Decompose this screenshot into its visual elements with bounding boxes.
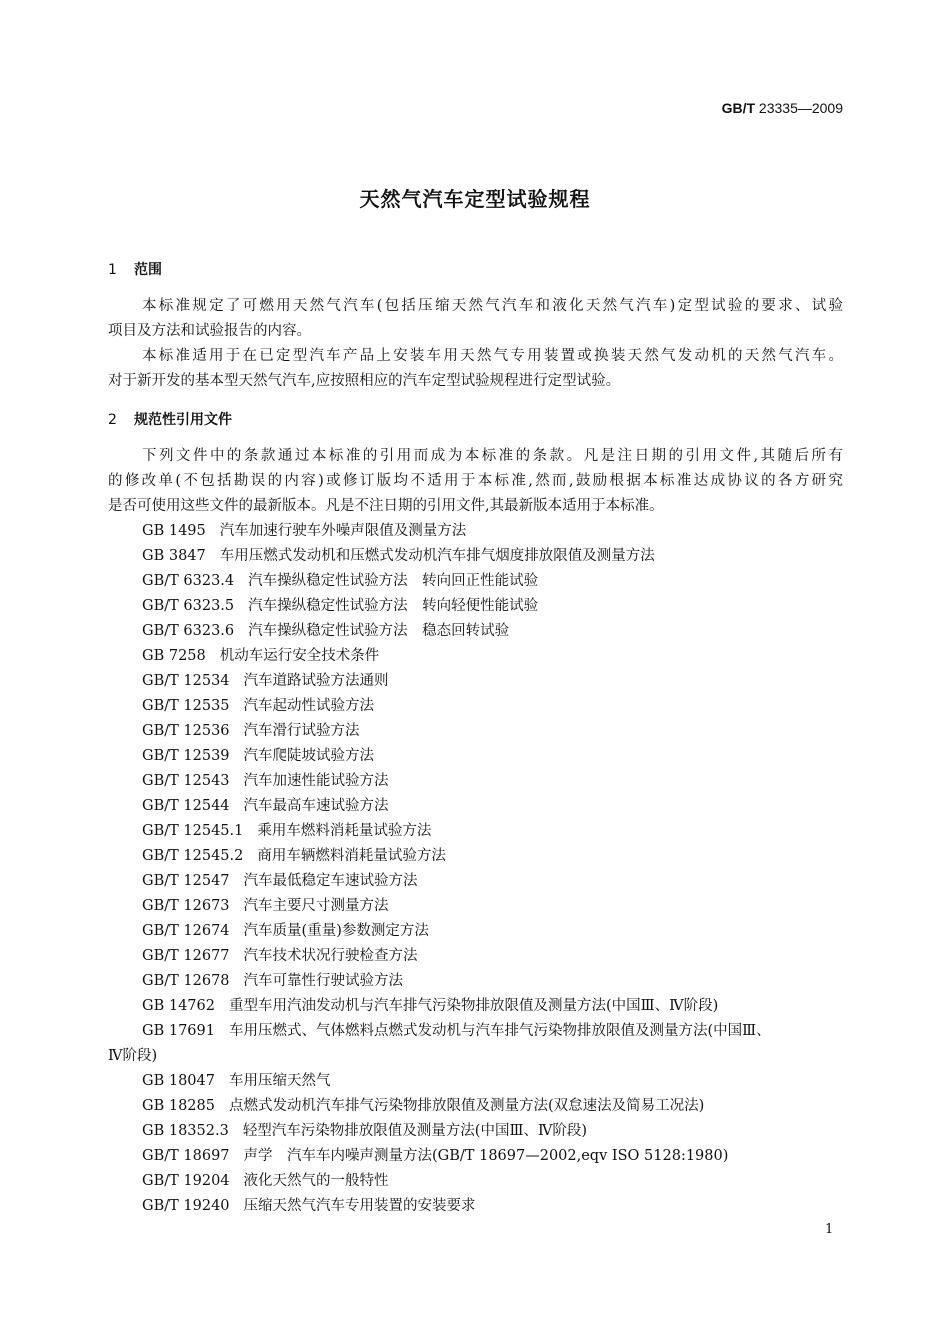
reference-code: GB/T 12545.2 — [142, 848, 244, 864]
reference-item — [108, 519, 843, 544]
reference-code: GB/T 19240 — [142, 1198, 230, 1214]
reference-title: 汽车起动性试验方法 — [243, 698, 375, 714]
reference-code: GB/T 12678 — [142, 973, 230, 989]
reference-title: 乘用车燃料消耗量试验方法 — [257, 823, 432, 839]
section-title: 范围 — [134, 262, 162, 278]
reference-code: GB/T 6323.5 — [142, 598, 235, 614]
reference-title: 汽车操纵稳定性试验方法 稳态回转试验 — [248, 623, 510, 639]
reference-item — [108, 594, 843, 619]
reference-title: 液化天然气的一般特性 — [243, 1173, 389, 1189]
reference-item — [108, 1169, 843, 1194]
reference-title: 汽车操纵稳定性试验方法 转向轻便性能试验 — [248, 598, 539, 614]
reference-code: GB/T 12677 — [142, 948, 230, 964]
reference-title: 车用压燃式发动机和压燃式发动机汽车排气烟度排放限值及测量方法 — [219, 548, 655, 564]
reference-item — [108, 819, 843, 844]
reference-code: GB 18047 — [142, 1073, 215, 1089]
reference-title: 汽车道路试验方法通则 — [243, 673, 389, 689]
reference-title: 汽车操纵稳定性试验方法 转向回正性能试验 — [248, 573, 539, 589]
reference-code: GB/T 12534 — [142, 673, 230, 689]
reference-code: GB 3847 — [142, 548, 206, 564]
reference-code: GB/T 19204 — [142, 1173, 230, 1189]
reference-item — [108, 869, 843, 894]
reference-item — [108, 544, 843, 569]
reference-title: 汽车主要尺寸测量方法 — [243, 898, 389, 914]
reference-title: 声学 汽车车内噪声测量方法(GB/T 18697—2002,eqv ISO 5128:1980) — [243, 1148, 729, 1164]
reference-item — [108, 1144, 843, 1169]
reference-code: GB/T 12535 — [142, 698, 230, 714]
reference-item — [108, 1069, 843, 1094]
reference-title: 车用压缩天然气 — [228, 1073, 331, 1089]
document-body — [108, 258, 843, 1219]
reference-item — [108, 619, 843, 644]
paragraph-line: 本标准规定了可燃用天然气汽车(包括压缩天然气汽车和液化天然气汽车)定型试验的要求、试验 — [142, 298, 843, 314]
reference-code: GB 18352.3 — [142, 1123, 229, 1139]
reference-item — [108, 644, 843, 669]
reference-title: 点燃式发动机汽车排气污染物排放限值及测量方法(双怠速法及简易工况法) — [228, 1098, 705, 1114]
reference-item — [108, 744, 843, 769]
reference-item — [108, 1019, 843, 1044]
reference-code: GB/T 6323.4 — [142, 573, 235, 589]
reference-item — [108, 694, 843, 719]
section-number: 2 — [108, 412, 117, 428]
paragraph-line: 对于新开发的基本型天然气汽车,应按照相应的汽车定型试验规程进行定型试验。 — [108, 373, 621, 389]
reference-title: 汽车最低稳定车速试验方法 — [243, 873, 418, 889]
section-title: 规范性引用文件 — [134, 412, 232, 428]
standard-number: 23335—2009 — [758, 100, 843, 116]
reference-item — [108, 969, 843, 994]
reference-title: 汽车爬陡坡试验方法 — [243, 748, 375, 764]
reference-code: GB/T 18697 — [142, 1148, 230, 1164]
reference-title-continuation: Ⅳ阶段) — [108, 1048, 158, 1064]
reference-code: GB 17691 — [142, 1023, 215, 1039]
paragraph-line: 项目及方法和试验报告的内容。 — [108, 323, 311, 339]
reference-item — [108, 1094, 843, 1119]
page-number: 1 — [825, 1222, 834, 1237]
reference-title: 轻型汽车污染物排放限值及测量方法(中国Ⅲ、Ⅳ阶段) — [242, 1123, 588, 1139]
reference-item — [108, 919, 843, 944]
reference-title: 汽车质量(重量)参数测定方法 — [243, 923, 429, 939]
reference-item — [108, 569, 843, 594]
reference-code: GB 1495 — [142, 523, 206, 539]
reference-code: GB 18285 — [142, 1098, 215, 1114]
reference-item — [108, 769, 843, 794]
section-number: 1 — [108, 262, 117, 278]
paragraph-line: 下列文件中的条款通过本标准的引用而成为本标准的条款。凡是注日期的引用文件,其随后所有 — [142, 448, 843, 464]
reference-item — [108, 719, 843, 744]
section-heading-2 — [108, 408, 843, 433]
paragraph-line: 本标准适用于在已定型汽车产品上安装车用天然气专用装置或换装天然气发动机的天然气汽车。 — [142, 348, 843, 364]
reference-code: GB 7258 — [142, 648, 206, 664]
reference-title: 车用压燃式、气体燃料点燃式发动机与汽车排气污染物排放限值及测量方法(中国Ⅲ、 — [228, 1023, 771, 1039]
reference-item — [108, 844, 843, 869]
reference-title: 汽车加速行驶车外噪声限值及测量方法 — [219, 523, 467, 539]
reference-title: 商用车辆燃料消耗量试验方法 — [257, 848, 446, 864]
section-heading-1 — [108, 258, 843, 283]
reference-code: GB/T 6323.6 — [142, 623, 235, 639]
paragraph-line: 是否可使用这些文件的最新版本。凡是不注日期的引用文件,其最新版本适用于本标准。 — [108, 498, 664, 514]
reference-code: GB/T 12543 — [142, 773, 230, 789]
reference-title: 机动车运行安全技术条件 — [219, 648, 380, 664]
reference-title: 汽车技术状况行驶检查方法 — [243, 948, 418, 964]
reference-code: GB/T 12545.1 — [142, 823, 244, 839]
reference-item — [108, 994, 843, 1019]
reference-item — [108, 1119, 843, 1144]
reference-title: 汽车最高车速试验方法 — [243, 798, 389, 814]
reference-item — [108, 894, 843, 919]
reference-title: 汽车加速性能试验方法 — [243, 773, 389, 789]
reference-title: 重型车用汽油发动机与汽车排气污染物排放限值及测量方法(中国Ⅲ、Ⅳ阶段) — [228, 998, 719, 1014]
reference-title: 汽车滑行试验方法 — [243, 723, 360, 739]
reference-code: GB/T 12536 — [142, 723, 230, 739]
reference-code: GB/T 12673 — [142, 898, 230, 914]
reference-code: GB/T 12544 — [142, 798, 230, 814]
reference-item — [108, 1194, 843, 1219]
reference-code: GB/T 12674 — [142, 923, 230, 939]
standard-prefix: GB/T — [721, 100, 756, 116]
reference-list — [108, 519, 843, 1219]
reference-item — [108, 794, 843, 819]
reference-title: 汽车可靠性行驶试验方法 — [243, 973, 404, 989]
reference-code: GB 14762 — [142, 998, 215, 1014]
reference-code: GB/T 12547 — [142, 873, 230, 889]
reference-code: GB/T 12539 — [142, 748, 230, 764]
standard-header — [722, 100, 843, 116]
document-title: 天然气汽车定型试验规程 — [359, 187, 591, 211]
reference-item — [108, 944, 843, 969]
reference-item — [108, 669, 843, 694]
paragraph-line: 的修改单(不包括勘误的内容)或修订版均不适用于本标准,然而,鼓励根据本标准达成协议的各方研究 — [108, 473, 843, 489]
reference-title: 压缩天然气汽车专用装置的安装要求 — [243, 1198, 476, 1214]
